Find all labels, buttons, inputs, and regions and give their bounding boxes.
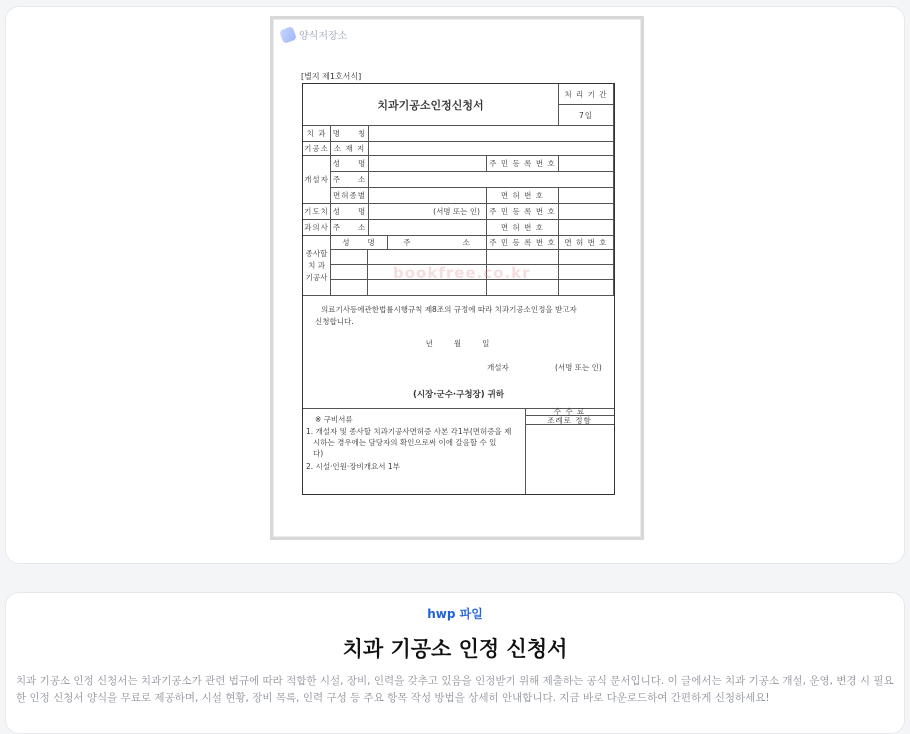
director-license-field bbox=[559, 220, 614, 236]
founder-license-no-field bbox=[559, 188, 614, 204]
founder-rrn-field bbox=[559, 156, 614, 172]
employee-label-b: 치 과 bbox=[308, 260, 325, 270]
period-label: 처 리 기 간 bbox=[559, 84, 614, 105]
info-card bbox=[5, 592, 905, 734]
form-label: [별지 제1호서식] bbox=[301, 72, 362, 81]
page-description: 치과 기공소 인정 신청서는 치과기공소가 관련 법규에 따라 적합한 시설, 장비, 인력을 갖추고 있음을 인정받기 위해 제출하는 공식 문서입니다. 이 글에서는 치과 기공소 개설, 운영, 변경 시 필요한 인정 신청서 양식을 무료로 제공하며, 시설 현황, 장비 목록, 인력 구성 등 주요 항목 작성 방법을 상세히 안내합니다. 지금 바로 다운로드하여 간편하게 신청하세요! bbox=[16, 675, 894, 704]
director-license-label: 면 허 번 호 bbox=[487, 220, 559, 236]
employee-rrn-header: 주 민 등 록 번 호 bbox=[487, 236, 559, 250]
docs-item-1a: 1. 개설자 및 종사할 치과기공사면허증 사본 각1부(면허증을 제 bbox=[306, 427, 512, 436]
employee-grid-cell bbox=[331, 280, 368, 296]
employee-grid-cell bbox=[559, 280, 614, 296]
founder-label: 개설자 bbox=[303, 156, 331, 204]
director-rrn-label: 주 민 등 록 번 호 bbox=[487, 204, 559, 220]
founder-address-label: 주 소 bbox=[331, 172, 369, 188]
site-logo bbox=[281, 27, 347, 42]
founder-rrn-label: 주 민 등 록 번 호 bbox=[487, 156, 559, 172]
director-label-b: 과의사 bbox=[303, 220, 331, 236]
founder-license-type-label: 면허종별 bbox=[331, 188, 369, 204]
lab-label-b: 기공소 bbox=[303, 142, 331, 156]
docs-item-1b: 시하는 경우에는 담당자의 확인으로써 이에 갈음할 수 있 bbox=[313, 438, 497, 447]
lab-address-field bbox=[369, 142, 614, 156]
body-text-2: 신청합니다. bbox=[315, 317, 354, 326]
founder-address-field bbox=[369, 172, 614, 188]
employee-license-header: 면 허 번 호 bbox=[559, 236, 614, 250]
employee-grid-cell bbox=[331, 265, 368, 280]
lab-address-label: 소 재 지 bbox=[331, 142, 369, 156]
lab-name-field bbox=[369, 126, 614, 142]
director-rrn-field bbox=[559, 204, 614, 220]
body-text-1: 의료기사등에관한법률시행규칙 제8조의 규정에 따라 치과기공소인정을 받고자 bbox=[321, 305, 577, 314]
employee-address-header: 주 소 bbox=[388, 236, 487, 250]
director-name-label: 성 명 bbox=[331, 204, 369, 220]
docs-item-1c: 다) bbox=[313, 449, 324, 458]
founder-name-field bbox=[369, 156, 487, 172]
employee-grid-cell bbox=[368, 280, 487, 296]
form-title: 치과기공소인정신청서 bbox=[303, 84, 559, 126]
director-sign: (서명 또는 인) bbox=[369, 204, 487, 220]
employee-label bbox=[303, 236, 331, 296]
employee-name-header: 성 명 bbox=[331, 236, 388, 250]
employee-label-a: 종사할 bbox=[305, 248, 328, 258]
page-title: 치과 기공소 인정 신청서 bbox=[342, 637, 568, 661]
logo-icon bbox=[279, 26, 297, 44]
docs-title: ※ 구비서류 bbox=[315, 415, 353, 424]
addressee: (시장·군수·구청장) 귀하 bbox=[412, 390, 505, 400]
application-body bbox=[303, 296, 614, 409]
logo-text: 양식저장소 bbox=[299, 31, 348, 42]
document-preview[interactable] bbox=[270, 16, 644, 540]
applicant-label: 개설자 bbox=[487, 363, 509, 372]
founder-license-no-label: 면 허 번 호 bbox=[487, 188, 559, 204]
lab-label-a: 치 과 bbox=[303, 126, 331, 142]
employee-grid-cell bbox=[487, 280, 559, 296]
file-type-tag[interactable]: hwp 파일 bbox=[427, 607, 483, 621]
lab-name-label: 명 칭 bbox=[331, 126, 369, 142]
applicant-sign: (서명 또는 인) bbox=[555, 363, 602, 372]
employee-label-c: 기공사 bbox=[305, 272, 328, 282]
docs-item-2: 2. 시설·인원·장비개요서 1부 bbox=[306, 462, 400, 471]
employee-grid-cell bbox=[559, 265, 614, 280]
watermark-text: bookfree.co.kr bbox=[393, 264, 531, 282]
employee-grid-cell bbox=[487, 250, 559, 265]
employee-grid-cell bbox=[559, 250, 614, 265]
application-form bbox=[302, 83, 615, 495]
employee-grid-cell bbox=[368, 250, 487, 265]
director-label-a: 기도치 bbox=[303, 204, 331, 220]
founder-license-type-field bbox=[369, 188, 487, 204]
fee-value: 조례로 정함 bbox=[525, 416, 614, 425]
period-value: 7일 bbox=[559, 105, 614, 126]
employee-grid-cell bbox=[331, 250, 368, 265]
fee-label: 수 수 료 bbox=[525, 408, 614, 416]
director-address-label: 주 소 bbox=[331, 220, 369, 236]
director-address-field bbox=[369, 220, 487, 236]
founder-name-label: 성 명 bbox=[331, 156, 369, 172]
date-line: 년 월 일 bbox=[425, 339, 492, 348]
preview-card bbox=[5, 6, 905, 564]
required-docs bbox=[303, 408, 526, 494]
